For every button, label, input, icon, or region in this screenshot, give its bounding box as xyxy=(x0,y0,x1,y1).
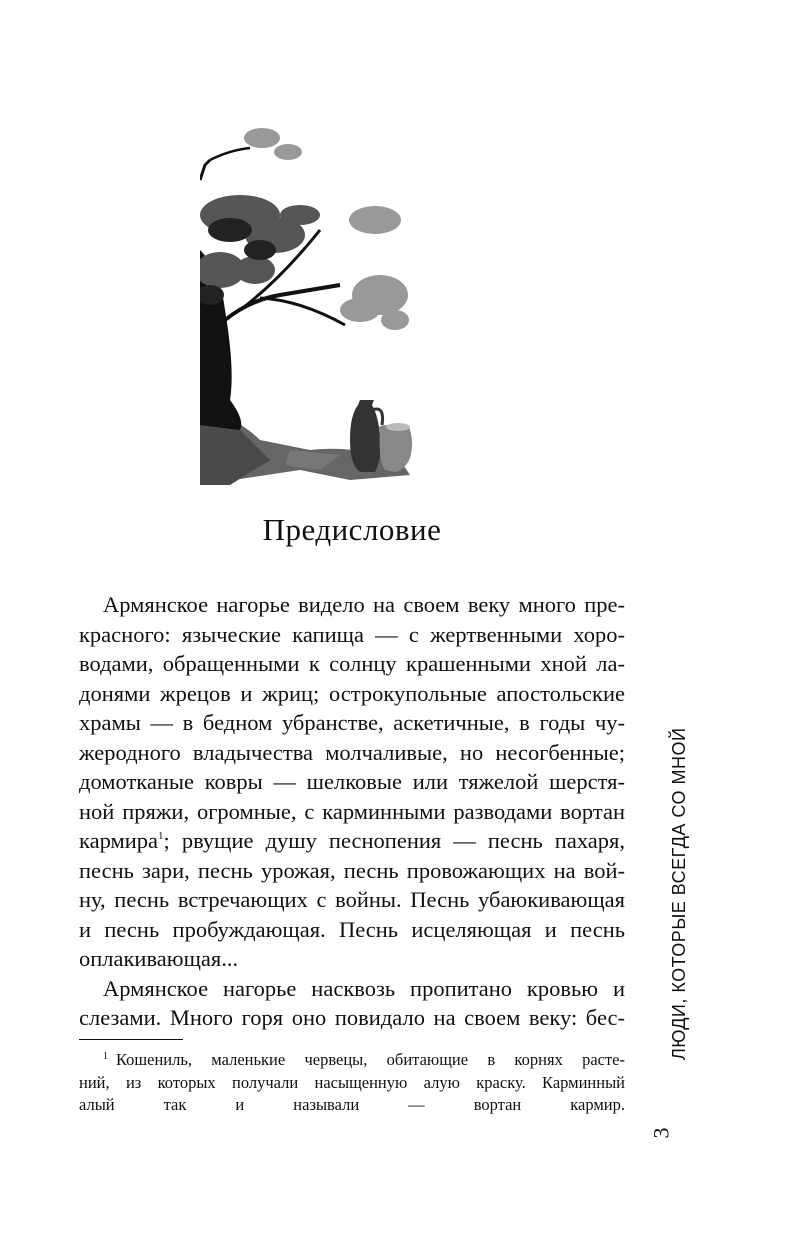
text-line: жеродного владычества молчаливые, но несогбенные; xyxy=(79,739,625,765)
text-line: донями жрецов и жриц; острокупольные апостольские xyxy=(79,680,625,706)
chapter-title: Предисловие xyxy=(262,512,442,547)
text-line: храмы — в бедном убранстве, аскетичные, в годы чу- xyxy=(79,710,625,735)
text-line: слезами. Много горя оно повидало на своем веку: бес- xyxy=(79,1005,625,1030)
footnote-reference[interactable]: 1 xyxy=(158,830,164,842)
footnote-separator xyxy=(79,1039,183,1040)
text-line: песнь зари, песнь урожая, песнь провожающих на вой- xyxy=(79,857,625,883)
text-line: Армянское нагорье видело на своем веку много пре- xyxy=(103,592,625,617)
text-fragment: кармира xyxy=(79,828,159,853)
page-number: 3 xyxy=(648,1127,674,1139)
paragraph-1 xyxy=(79,590,625,974)
footnote-line: ний, из которых получали насыщенную алую краску. Карминный xyxy=(79,1072,625,1092)
footnote-line: алый так и называли — вортан кармир. xyxy=(79,1095,625,1114)
text-line: ной пряжи, огромные, с карминными разводами вортан xyxy=(79,798,625,824)
text-line: домотканые ковры — шелковые или тяжелой шерстя- xyxy=(79,769,625,794)
text-line-with-footnote xyxy=(79,826,625,856)
text-line: красного: языческие капища — с жертвенными хоро- xyxy=(79,621,625,647)
text-line: Армянское нагорье насквозь пропитано кровью и xyxy=(103,975,625,1001)
paragraph-2 xyxy=(79,974,625,1033)
footnote-text: Кошениль, маленькие червецы, обитающие в корнях расте- xyxy=(116,1050,625,1069)
text-line: водами, обращенными к солнцу крашенными хной ла- xyxy=(79,651,625,676)
footnote xyxy=(79,1046,625,1117)
body-text xyxy=(79,590,625,1033)
footnote-number: 1 xyxy=(103,1051,108,1062)
text-fragment: ; рвущие душу песнопения — песнь пахаря, xyxy=(163,828,625,853)
text-line: и песнь пробуждающая. Песнь исцеляющая и песнь xyxy=(79,916,625,942)
footnote-line xyxy=(79,1046,625,1072)
text-line: ну, песнь встречающих с войны. Песнь убаюкивающая xyxy=(79,887,625,912)
tree-with-jugs-illustration xyxy=(200,120,430,490)
running-head: ЛЮДИ, КОТОРЫЕ ВСЕГДА СО МНОЙ xyxy=(669,727,689,1060)
text-line: оплакивающая... xyxy=(79,946,239,971)
